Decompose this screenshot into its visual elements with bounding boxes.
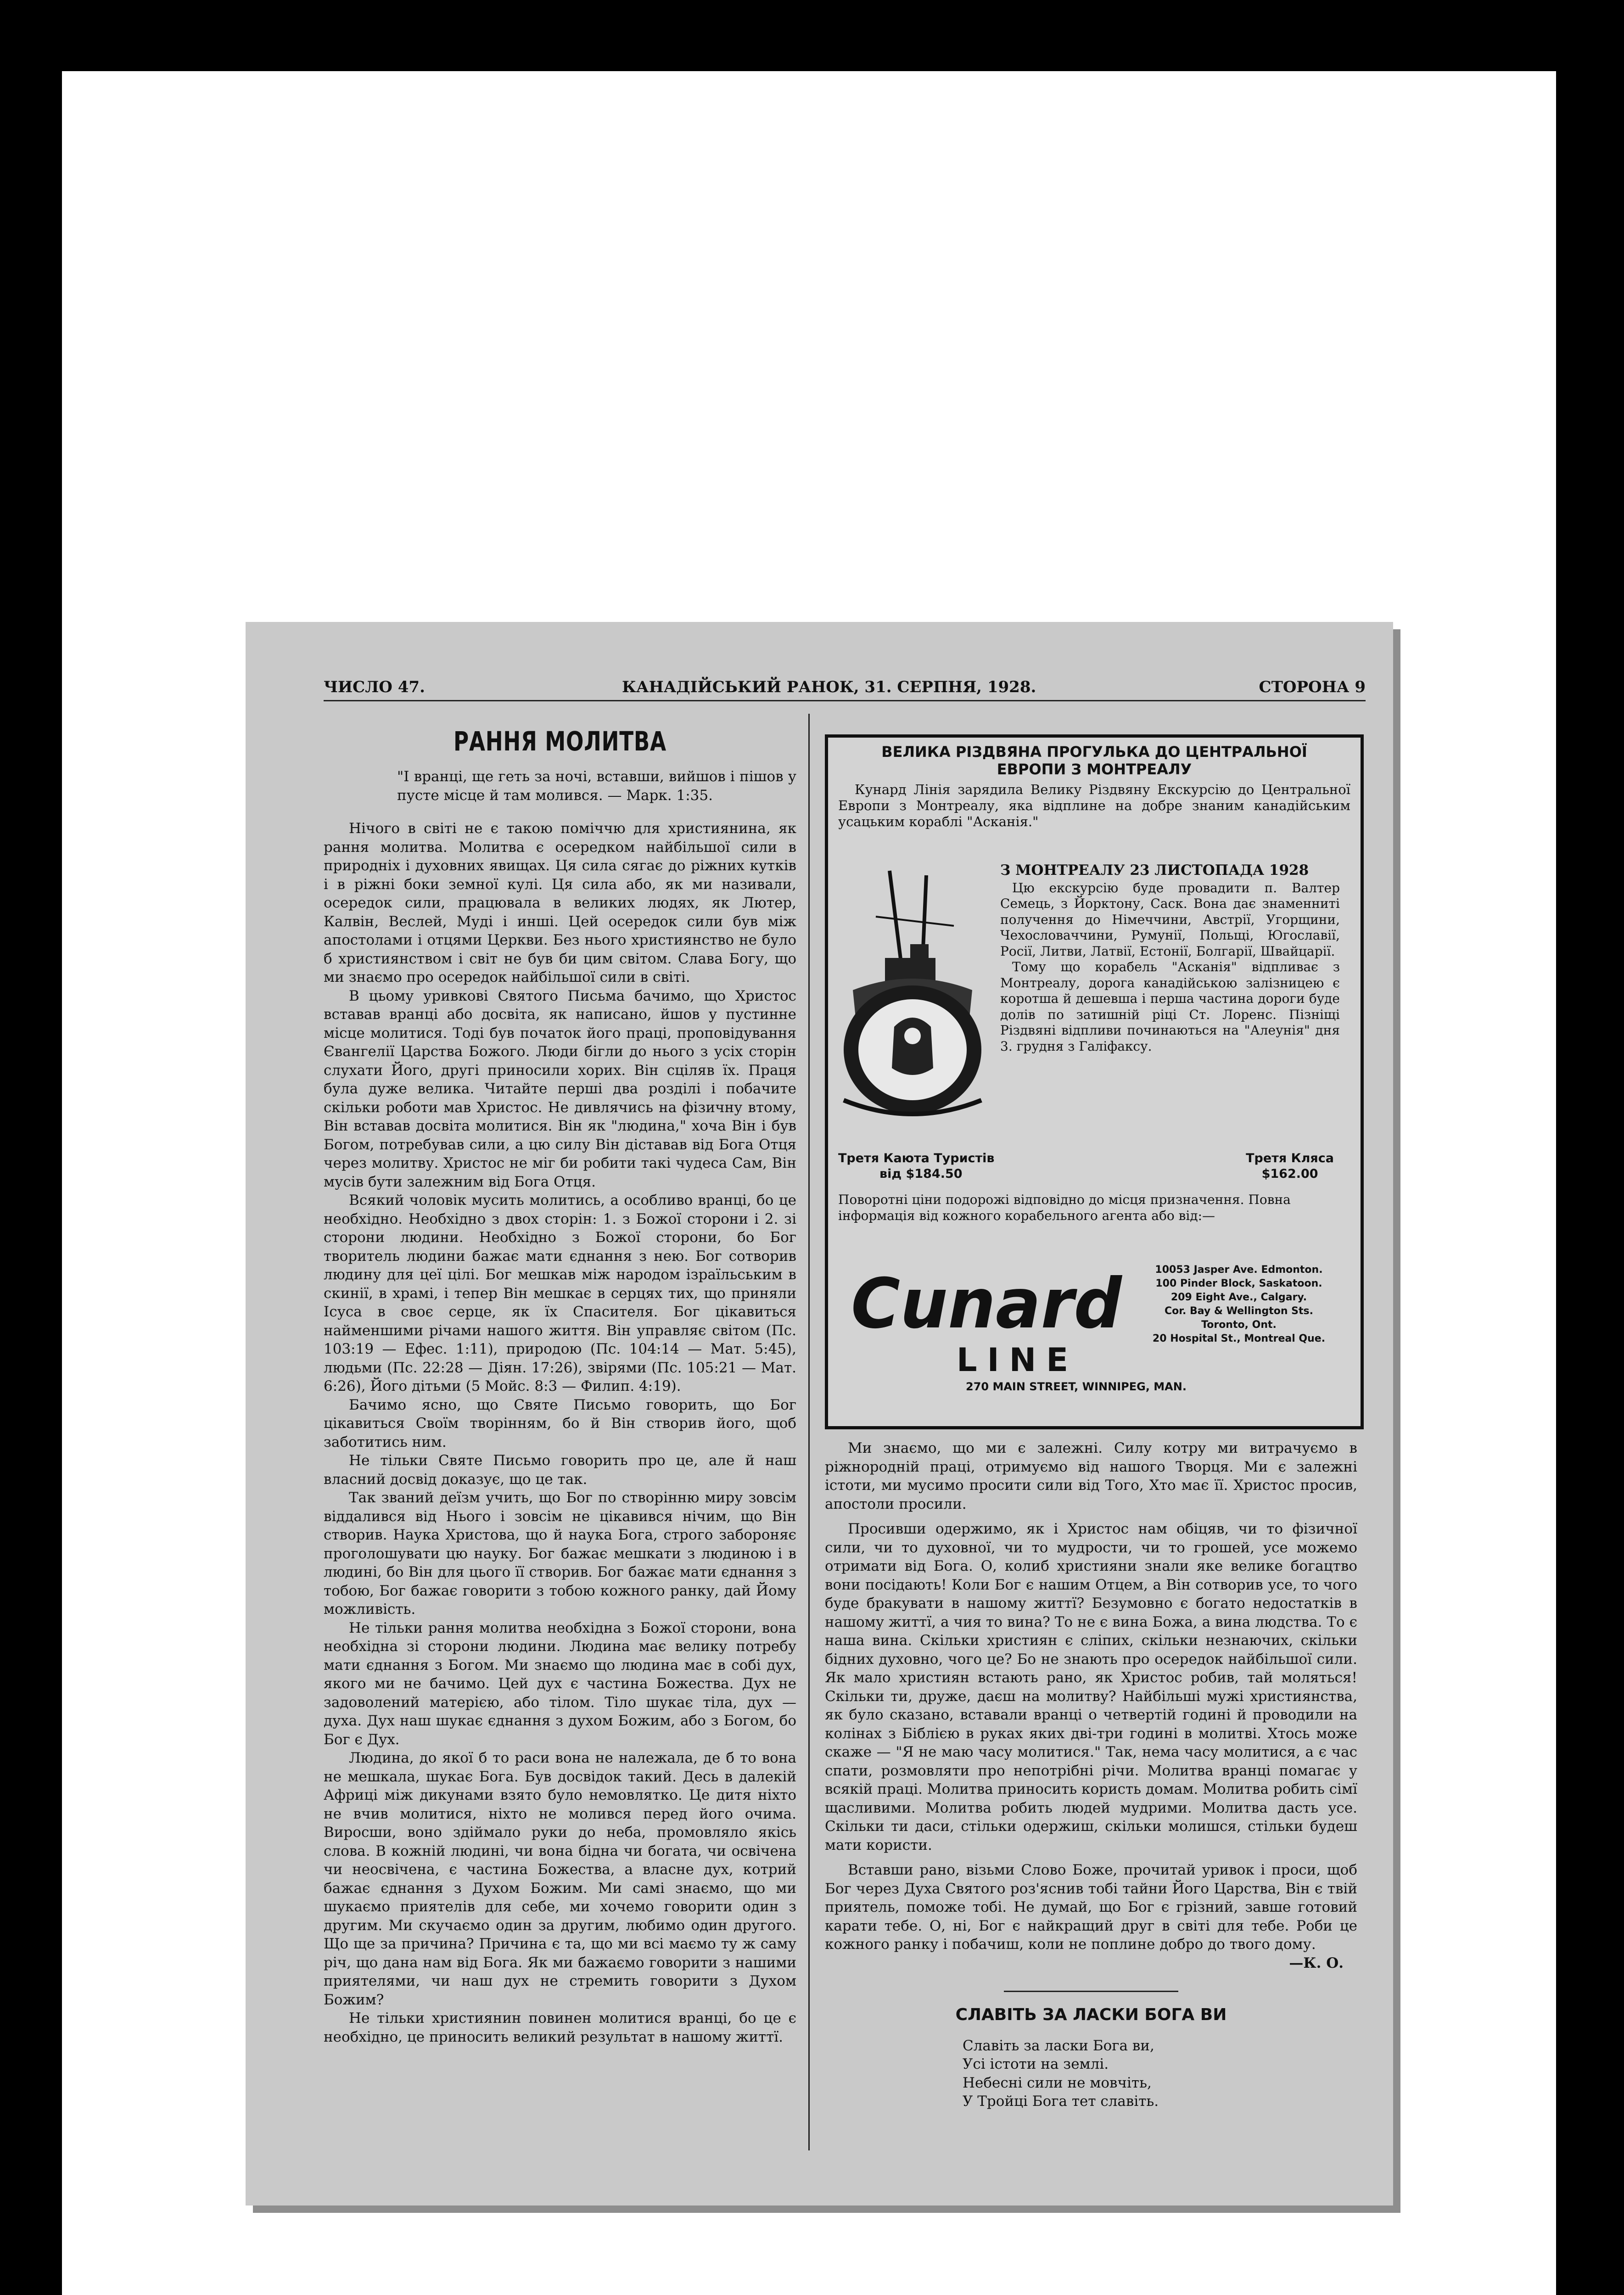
ad-body: Цю екскурсію буде провадити п. Валтер Семець, з Йорктону, Саск. Вона дає знаменниті получення до Німеччини, Австрії, Угорщини, Чехословаччини, Румунії, Польщі, Югославії, Росії, Литви, Латвії, Естонії, Болгарії, Швайцарії. (1000, 880, 1340, 959)
article-paragraph: Вставши рано, візьми Слово Боже, прочитай уривок і проси, щоб Бог через Духа Святого роз'яснив тобі тайни Його Царства, Він є твій приятель, поможе тобі. Не думай, що Бог є грізний, завше готовий карати тебе. О, ні, Бог є найкращий друг в світі для тебе. Роби це кожного ранку і побачиш, коли не поплине добро до твого дому. (825, 1862, 1357, 1953)
tourist-fare (838, 1151, 995, 1182)
poem (963, 2037, 1357, 2111)
ad-details (1000, 862, 1340, 1054)
ship-emblem-illustration (834, 862, 991, 1123)
article-paragraph: Бачимо ясно, що Святе Письмо говорить, що Бог цікавиться Своїм творінням, бо й Він створив його, щоб заботитись ним. (324, 1396, 796, 1450)
address-line: Cor. Bay & Wellington Sts. (1165, 1305, 1313, 1317)
article-paragraph: Просивши одержимо, як і Христос нам обіцяв, чи то фізичної сили, чи то духовної, чи то мудрости, чи то грошей, усе можемо отримати від Бога. О, колиб християни знали яке велике богацтво вони посідають! Коли Бог є нашим Отцем, а Він сотворив усе, то чого буде бракувати в нашому життї? Безумовно є богато недостатків в нашому життї, а чия то вина? То не є вина Божа, а вина людства. То є наша вина. Скільки християн є сліпих, скільки незнаючих, скільки бідних духовно, чого це? Бо не знають про осередок найбільшої сили. Як мало християн встають рано, як Христос робив, тай моляться! Скільки ти, друже, даєш на молитву? Найбільші мужі християнства, як було сказано, вставали вранці о четвертій годині й проводили на колінах з Біблією в руках яких дві-три годині в молитві. Хтось може скаже — "Я не маю часу молитися." Так, нема часу молитися, а є час спати, розмовляти про непотрібні річи. Молитва вранці помагає у всякій праці. Молитва приносить користь домам. Молитва робить сімї щасливими. Молитва робить людей мудрими. Молитва дасть усе. Скільки ти даси, стільки одержиш, скільки молишся, стільки будеш мати користи. (825, 1521, 1357, 1853)
ad-heading (838, 743, 1350, 778)
page-number: СТОРОНА 9 (1259, 678, 1366, 696)
section-rule (1004, 1991, 1178, 1992)
third-class-fare (1246, 1151, 1334, 1182)
article-paragraph: Нічого в світі не є такою поміччю для християнина, як рання молитва. Молитва є осередком найбільшої сили в природніх і духовних явищах. Ця сила сягає до ріжних кутків і в ріжні боки земної кулі. Ця сила або, як ми називали, осередок сили, працювала в великих людях, як Лютер, Калвін, Веслей, Муді і инші. Цей осередок сили був між апостолами і отцями Церкви. Без нього християнство не було б християнством і світ не був би цим світом. Слава Богу, що ми знаємо про осередок найбільшої сили в світі. (324, 820, 796, 985)
ad-body: Тому що корабель "Асканія" відпливає з Монтреалу, дорога канадійською залізницею є коротша й дешевша і перша частина дороги буде долів по затишній ріці Ст. Лоренс. Пізніщі Різдвяні відпливи починаються на "Алеунія" дня 3. грудня з Галіфаксу. (1000, 959, 1340, 1054)
article-paragraph: Не тільки рання молитва необхідна з Божої сторони, вона необхідна зі сторони людини. Людина має велику потребу мати єднання з Богом. Ми знаємо що людина має в собі дух, якого ми не бачимо. Цей дух є частина Божества. Дух не задоволений матерією, або тілом. Тіло шукає тіла, дух — духа. Дух наш шукає єднання з духом Божим, або з Богом, бо Бог є Дух. (324, 1619, 796, 1748)
poem-title: СЛАВІТЬ ЗА ЛАСКИ БОГА ВИ (955, 2005, 1227, 2024)
right-column-article (825, 1439, 1357, 2111)
fare-label: Третя Каюта Туристів (838, 1151, 995, 1165)
author-signature: —К. О. (1289, 1954, 1344, 1971)
poem-line: Славіть за ласки Бога ви, (963, 2037, 1154, 2054)
column-divider (808, 714, 810, 2150)
article-paragraph: Людина, до якої б то раси вона не належала, де б то вона не мешкала, шукає Бога. Був досвідок такий. Десь в далекій Африці між дикунами взято було немовлятко. Це дитя ніхто не вчив молитися, ніхто не молився перед його очима. Виросши, воно здіймало руки до неба, промовляло якісь слова. В кожній людині, чи вона бідна чи богата, чи освічена чи неосвічена, є частина Божества, а власне дух, котрий бажає єднання з Духом Божим. Ми самі знаємо, що ми шукаємо приятелів для себе, ми хочемо говорити один з другим. Ми скучаємо один за другим, любимо один другого. Що ще за причина? Причина є та, що ми всі маємо ту ж саму річ, що дана нам від Бога. Як ми бажаємо говорити з нашими приятелями, чи наш дух не стремить говорити з Духом Божим? (324, 1750, 796, 2008)
article-paragraph: В цьому уривкові Святого Письма бачимо, що Христос вставав вранці або досвіта, як написано, йшов у пустинне місце молитися. Тоді був початок його праці, проповідування Євангелії Царства Божого. Люди бігли до нього з усіх сторін слухати Його, другі приносили хорих. Він сціляв їх. Праця була дуже велика. Читайте перші два розділі і побачите скільки роботи мав Христос. Не дивлячись на фізичну втому, Він вставав досвіта молитися. Він як "людина," хоча Він і був Богом, потребував сили, а цю силу Він діставав від Бога Отця через молитву. Христос не міг би робити такі чудеса Сам, Він мусів бути залежним від Бога Отця. (324, 987, 796, 1190)
fare-value: $162.00 (1261, 1167, 1318, 1181)
logo-word: Cunard (851, 1264, 1123, 1344)
cunard-line-logo (842, 1259, 1136, 1383)
address-line: 20 Hospital St., Montreal Que. (1152, 1333, 1326, 1344)
fare-value: від $184.50 (879, 1167, 963, 1181)
fare-prices (838, 1151, 1343, 1187)
address-line: Toronto, Ont. (1201, 1319, 1277, 1331)
poem-line: У Тройці Бога тет славіть. (963, 2093, 1159, 2110)
article-paragraph: Так званий деїзм учить, що Бог по створінню миру зовсім віддалився від Нього і зовсім не цікавився нічим, що Він створив. Наука Христова, що й наука Бога, строго забороняє проголошувати цю науку. Бог бажає мешкати з людиною і в людині, бо Він для цього її створив. Бог бажає мати єднання з тобою, Бог бажає говорити з тобою кожного ранку, дай Йому можливість. (324, 1489, 796, 1618)
logo-line: LINE (957, 1341, 1079, 1379)
address-line: 209 Eight Ave., Calgary. (1170, 1292, 1307, 1303)
fare-label: Третя Кляса (1246, 1151, 1334, 1165)
epigraph: "І вранці, ще геть за ночі, вставши, вийшов і пішов у пусте місце й там молився. — Марк. 1:35. (397, 768, 796, 804)
article-paragraph: Не тільки Святе Письмо говорить про це, але й наш власний досвід доказує, що це так. (324, 1452, 796, 1488)
ad-intro: Кунард Лінія зарядила Велику Різдвяну Екскурсію до Центральної Европи з Монтреалу, яка відплине на добре знаним канадійським усацьким кораблі "Асканія." (838, 782, 1350, 829)
main-office-address: 270 MAIN STREET, WINNIPEG, MAN. (966, 1380, 1187, 1393)
left-column-article (324, 725, 796, 2046)
cunard-advertisement (825, 734, 1364, 1429)
poem-line: Усі істоти на землі. (963, 2056, 1109, 2072)
newspaper-page (246, 622, 1393, 2205)
return-text: Поворотні ціни подорожі відповідно до місця призначення. Повна інформація від кожного корабельного агента або від:— (838, 1192, 1291, 1223)
ad-heading-line: ЕВРОПИ З МОНТРЕАЛУ (997, 761, 1192, 778)
agency-addresses (1131, 1263, 1347, 1346)
address-line: 10053 Jasper Ave. Edmonton. (1155, 1264, 1323, 1276)
article-paragraph: Всякий чоловік мусить молитись, а особливо вранці, бо це необхідно. Необхідно з двох сторін: 1. з Божої сторони і 2. зі сторони людини. Необхідно з Божої сторони, бо Бог творитель людини бажає мати єднання з нею. Бог сотворив людину для цеї цілі. Бог мешкав між народом ізраїльським в скинії, в храмі, і тепер Він мешкає в серцях тих, що приняли Ісуса в своє серце, як їх Спасителя. Бог цікавиться найменшими річами нашого життя. Він управляє світом (Пс. 103:19 — Ефес. 1:11), природою (Пс. 104:14 — Мат. 5:45), людьми (Пс. 22:28 — Дiян. 17:26), звірями (Пс. 105:21 — Мат. 6:26), Його дітьми (5 Мойс. 8:3 — Филип. 4:19). (324, 1192, 796, 1394)
sailing-date: З МОНТРЕАЛУ 23 ЛИСТОПАДА 1928 (1000, 862, 1309, 879)
article-paragraph: Ми знаємо, що ми є залежні. Силу котру ми витрачуємо в ріжнородній праці, отримуємо від нашого Творця. Ми є залежні істоти, ми мусимо просити сили від Того, Хто має її. Христос просив, апостоли просили. (825, 1440, 1357, 1512)
running-head (324, 678, 1366, 702)
header-rule (324, 700, 1366, 701)
ad-heading-line: ВЕЛИКА РІЗДВЯНА ПРОГУЛЬКА ДО ЦЕНТРАЛЬНОЇ (881, 743, 1307, 761)
ad-return-note (838, 1192, 1343, 1224)
newspaper-dateline: КАНАДІЙСЬКИЙ РАНОК, 31. СЕРПНЯ, 1928. (622, 678, 1036, 696)
article-paragraph: Не тільки християнин повинен молитися вранці, бо це є необхідно, це приносить великий результат в нашому життї. (324, 2010, 796, 2045)
address-line: 100 Pinder Block, Saskatoon. (1155, 1278, 1322, 1289)
issue-number: ЧИСЛО 47. (324, 678, 425, 696)
article-title: РАННЯ МОЛИТВА (454, 726, 666, 757)
poem-line: Небесні сили не мовчіть, (963, 2074, 1152, 2091)
